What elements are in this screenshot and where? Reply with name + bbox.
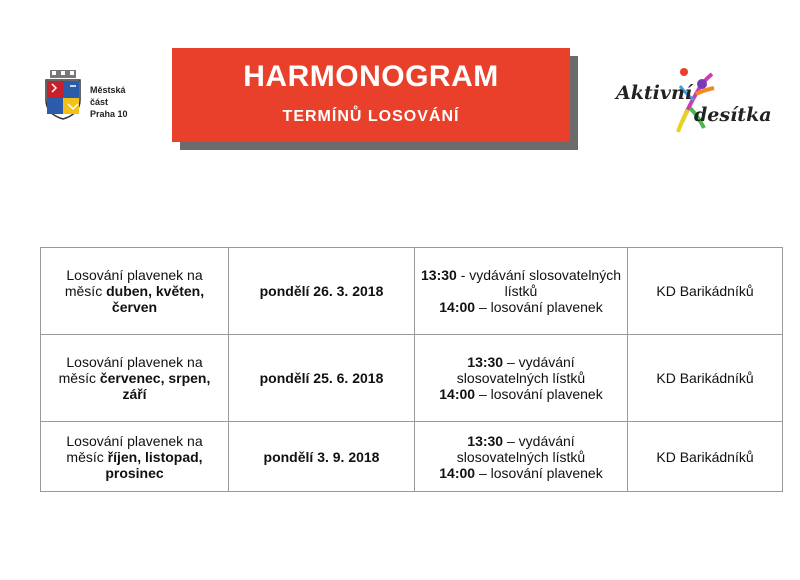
- page-subtitle: TERMÍNŮ LOSOVÁNÍ: [282, 108, 460, 125]
- district-line-3: Praha 10: [90, 109, 128, 119]
- event-date: pondělí 3. 9. 2018: [229, 422, 415, 492]
- title-banner: [172, 48, 570, 142]
- table-row: [41, 248, 783, 335]
- event-times: 13:30 - vydávání slosovatelných lístků 14:00 – losování plavenek: [415, 248, 628, 335]
- event-date: pondělí 25. 6. 2018: [229, 335, 415, 422]
- logo-word-1: Aktivní: [616, 82, 692, 104]
- district-line-2: část: [90, 97, 109, 107]
- event-date: pondělí 26. 3. 2018: [229, 248, 415, 335]
- district-label: [90, 84, 128, 120]
- event-description: Losování plavenek na měsíc říjen, listopad, prosinec: [41, 422, 229, 492]
- table-row: [41, 422, 783, 492]
- schedule-table: [40, 247, 783, 492]
- event-times: 13:30 – vydávání slosovatelných lístků 14:00 – losování plavenek: [415, 335, 628, 422]
- page-title: HARMONOGRAM: [243, 60, 499, 93]
- event-description: Losování plavenek na měsíc červenec, srpen, září: [41, 335, 229, 422]
- district-crest-icon: [44, 70, 82, 120]
- district-line-1: Městská: [90, 85, 126, 95]
- table-row: [41, 335, 783, 422]
- event-times: 13:30 – vydávání slosovatelných lístků 14:00 – losování plavenek: [415, 422, 628, 492]
- logo-word-2: desítka: [694, 104, 772, 126]
- event-place: KD Barikádníků: [628, 422, 783, 492]
- event-place: KD Barikádníků: [628, 248, 783, 335]
- event-place: KD Barikádníků: [628, 335, 783, 422]
- event-description: Losování plavenek na měsíc duben, květen, červen: [41, 248, 229, 335]
- aktivni-desitka-logo: [612, 64, 772, 134]
